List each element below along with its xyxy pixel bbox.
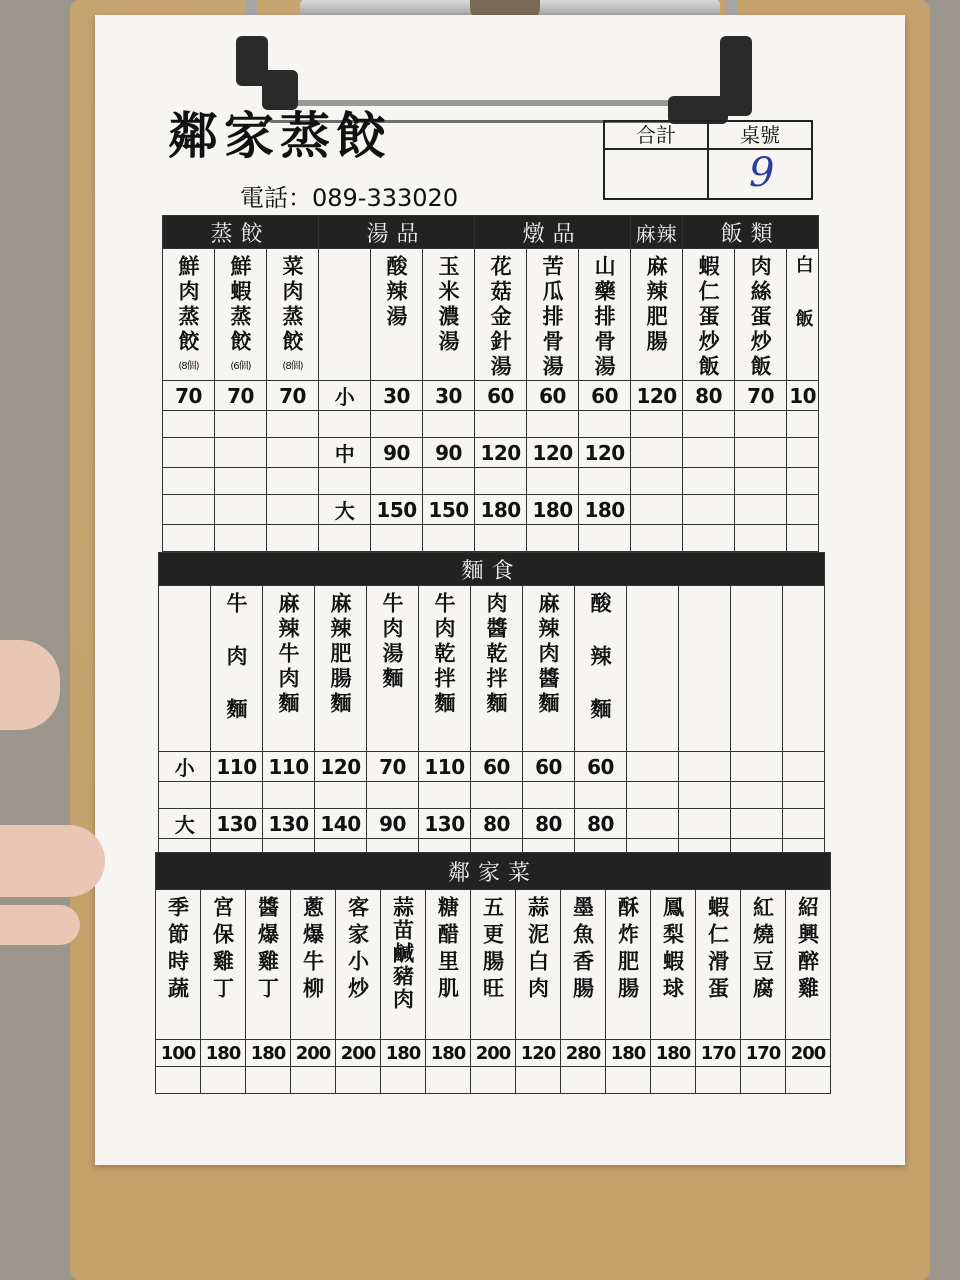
price: 180 (426, 1040, 471, 1067)
house-dish-item[interactable]: 客家小炒 (336, 890, 381, 1040)
item-hot-sour-soup[interactable]: 酸辣湯 (371, 249, 423, 381)
price: 60 (527, 381, 579, 411)
price: 70 (215, 381, 267, 411)
section3-header-row (156, 853, 831, 890)
price: 90 (423, 438, 475, 468)
price: 180 (201, 1040, 246, 1067)
price: 10 (787, 381, 819, 411)
item-spicy-intestine-noodle[interactable]: 麻辣肥腸麵 (315, 586, 367, 752)
size-label-large: 大 (319, 495, 371, 525)
size-column-spacer (159, 586, 211, 752)
price: 110 (263, 752, 315, 782)
size-label-medium: 中 (319, 438, 371, 468)
table-number-cell[interactable] (709, 122, 811, 198)
section2-large-price-row (159, 809, 825, 839)
house-dish-item[interactable]: 紹興醉雞 (786, 890, 831, 1040)
price: 80 (575, 809, 627, 839)
item-spicy-intestine[interactable]: 麻辣肥腸 (631, 249, 683, 381)
price: 120 (579, 438, 631, 468)
price: 70 (735, 381, 787, 411)
price: 120 (516, 1040, 561, 1067)
price: 180 (381, 1040, 426, 1067)
quantity-row[interactable] (163, 525, 819, 552)
header-spicy: 麻辣 (631, 216, 683, 249)
item-shrimp-fried-rice[interactable]: 蝦仁蛋炒飯 (683, 249, 735, 381)
price: 180 (606, 1040, 651, 1067)
section2-small-price-row (159, 752, 825, 782)
item-shrimp-dumpling[interactable]: 鮮蝦蒸餃 (6個) (215, 249, 267, 381)
house-dish-item[interactable]: 墨魚香腸 (561, 890, 606, 1040)
price: 70 (367, 752, 419, 782)
price: 150 (371, 495, 423, 525)
section1-header-row (163, 216, 819, 249)
menu-section-dumplings-soups (162, 215, 819, 552)
price: 60 (471, 752, 523, 782)
price: 180 (651, 1040, 696, 1067)
item-beef-soup-noodle[interactable]: 牛肉湯麵 (367, 586, 419, 752)
price: 120 (475, 438, 527, 468)
price: 90 (371, 438, 423, 468)
item-beef-dry-noodle[interactable]: 牛肉乾拌麵 (419, 586, 471, 752)
menu-section-noodles (158, 552, 825, 866)
house-dish-item[interactable]: 酥炸肥腸 (606, 890, 651, 1040)
price: 70 (163, 381, 215, 411)
total-table-box (603, 120, 813, 200)
price: 30 (371, 381, 423, 411)
item-bittermelon-rib-soup[interactable]: 苦瓜排骨湯 (527, 249, 579, 381)
quantity-row[interactable] (159, 782, 825, 809)
price: 60 (575, 752, 627, 782)
house-dish-item[interactable]: 蒜苗鹹豬肉 (381, 890, 426, 1040)
phone-number: 電話：089-333020 (240, 184, 459, 212)
price: 120 (315, 752, 367, 782)
house-dish-item[interactable]: 五更腸旺 (471, 890, 516, 1040)
item-yam-rib-soup[interactable]: 山藥排骨湯 (579, 249, 631, 381)
quantity-row[interactable] (156, 1067, 831, 1094)
price: 110 (419, 752, 471, 782)
item-corn-soup[interactable]: 玉米濃湯 (423, 249, 475, 381)
size-label-small: 小 (319, 381, 371, 411)
header-house-dishes: 鄰家菜 (156, 853, 831, 890)
house-dish-item[interactable]: 紅燒豆腐 (741, 890, 786, 1040)
price: 80 (683, 381, 735, 411)
section3-item-row (156, 890, 831, 1040)
house-dish-item[interactable]: 醬爆雞丁 (246, 890, 291, 1040)
house-dish-item[interactable]: 蒜泥白肉 (516, 890, 561, 1040)
house-dish-item[interactable]: 蔥爆牛柳 (291, 890, 336, 1040)
section2-header-row (159, 553, 825, 586)
quantity-row[interactable] (163, 468, 819, 495)
item-veg-pork-dumpling[interactable]: 菜肉蒸餃 (8個) (267, 249, 319, 381)
house-dish-item[interactable]: 季節時蔬 (156, 890, 201, 1040)
shop-name: 鄰家蒸餃 (168, 106, 392, 165)
section1-item-row (163, 249, 819, 381)
price: 70 (267, 381, 319, 411)
menu-section-house-dishes (155, 852, 831, 1094)
price: 80 (471, 809, 523, 839)
section1-medium-price-row (163, 438, 819, 468)
house-dish-item[interactable]: 糖醋里肌 (426, 890, 471, 1040)
price: 130 (419, 809, 471, 839)
quantity-row[interactable] (163, 411, 819, 438)
item-beef-noodle[interactable]: 牛肉麵 (211, 586, 263, 752)
item-mushroom-lily-soup[interactable]: 花菇金針湯 (475, 249, 527, 381)
price: 110 (211, 752, 263, 782)
item-pork-fried-rice[interactable]: 肉絲蛋炒飯 (735, 249, 787, 381)
price: 120 (527, 438, 579, 468)
section2-item-row (159, 586, 825, 752)
total-cell (605, 122, 709, 198)
table-label: 桌號 (709, 122, 811, 150)
price: 30 (423, 381, 475, 411)
price: 180 (527, 495, 579, 525)
holding-hand (0, 640, 100, 940)
price: 130 (211, 809, 263, 839)
price: 60 (523, 752, 575, 782)
total-label: 合計 (605, 122, 707, 150)
section1-large-price-row (163, 495, 819, 525)
section1-small-price-row (163, 381, 819, 411)
section3-price-row (156, 1040, 831, 1067)
price: 200 (471, 1040, 516, 1067)
size-label-large: 大 (159, 809, 211, 839)
price: 90 (367, 809, 419, 839)
size-column-spacer (319, 249, 371, 381)
price: 120 (631, 381, 683, 411)
price: 80 (523, 809, 575, 839)
price: 200 (291, 1040, 336, 1067)
price: 60 (475, 381, 527, 411)
price: 170 (696, 1040, 741, 1067)
price: 180 (579, 495, 631, 525)
price: 140 (315, 809, 367, 839)
header-noodles: 麵食 (159, 553, 825, 586)
price: 60 (579, 381, 631, 411)
header-rice: 飯類 (683, 216, 819, 249)
header-steamed-dumplings: 蒸餃 (163, 216, 319, 249)
item-spicy-beef-noodle[interactable]: 麻辣牛肉麵 (263, 586, 315, 752)
price: 170 (741, 1040, 786, 1067)
item-fresh-pork-dumpling[interactable]: 鮮肉蒸餃 (8個) (163, 249, 215, 381)
item-meat-sauce-dry-noodle[interactable]: 肉醬乾拌麵 (471, 586, 523, 752)
table-number: 9 (749, 150, 775, 196)
house-dish-item[interactable]: 宮保雞丁 (201, 890, 246, 1040)
item-spicy-meat-sauce-noodle[interactable]: 麻辣肉醬麵 (523, 586, 575, 752)
price: 100 (156, 1040, 201, 1067)
house-dish-item[interactable]: 蝦仁滑蛋 (696, 890, 741, 1040)
size-label-small: 小 (159, 752, 211, 782)
price: 200 (786, 1040, 831, 1067)
price: 150 (423, 495, 475, 525)
price: 180 (475, 495, 527, 525)
item-white-rice[interactable]: 白飯 (787, 249, 819, 381)
house-dish-item[interactable]: 鳳梨蝦球 (651, 890, 696, 1040)
price: 180 (246, 1040, 291, 1067)
item-hot-sour-noodle[interactable]: 酸辣麵 (575, 586, 627, 752)
header-soups: 湯品 (319, 216, 475, 249)
price: 200 (336, 1040, 381, 1067)
header-stews: 燉品 (475, 216, 631, 249)
price: 130 (263, 809, 315, 839)
price: 280 (561, 1040, 606, 1067)
